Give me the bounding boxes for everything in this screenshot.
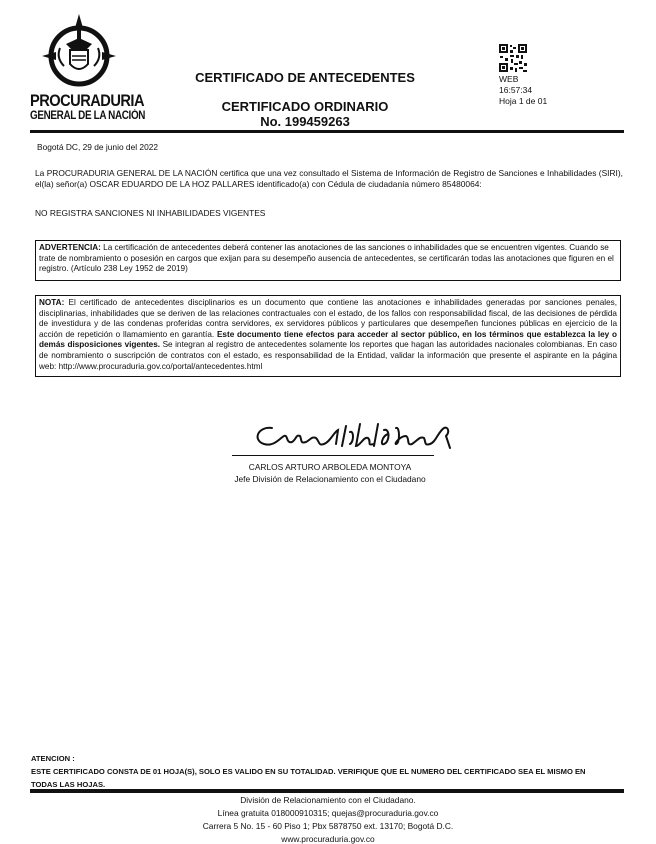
logo-subword: GENERAL DE LA NACIÓN [30,110,146,122]
certification-text: La PROCURADURIA GENERAL DE LA NACIÓN certifica que una vez consultado el Sistema de Información de Registro de Sanciones e Inhabilidades (SIRI), el(la) señor(a) OSCAR EDUARDO DE LA HOZ PALLARES identificado(a) con Cédula de ciudadanía número 85480064: [35,168,623,189]
note-label: NOTA: [39,298,65,307]
warning-box [35,240,621,281]
footer-address: Carrera 5 No. 15 - 60 Piso 1; Pbx 5878750 ext. 13170; Bogotá D.C. [202,821,454,831]
meta-channel: WEB [499,74,519,84]
meta-page: Hoja 1 de 01 [499,96,548,106]
certificate-number: No. 199459263 [260,114,350,129]
document-subtitle: CERTIFICADO ORDINARIO [221,99,389,114]
certificate-meta [499,74,547,107]
qr-code-icon [499,44,527,72]
logo-wordmark: PROCURADURIA [30,91,145,110]
footer-office: División de Relacionamiento con el Ciudadano. [240,795,416,805]
procuraduria-logo [30,10,146,128]
footer-contact: Línea gratuita 018000910315; quejas@procuraduria.gov.co [217,808,439,818]
signatory-name: CARLOS ARTURO ARBOLEDA MONTOYA [248,462,412,472]
note-bold-text: Este documento tiene efectos para acceder al sector público, en los términos que establezca la ley o demás disposiciones vigentes. [39,329,617,350]
footer-divider [30,789,624,793]
signatory-role: Jefe División de Relacionamiento con el Ciudadano [234,474,426,484]
coat-of-arms-icon [36,10,122,90]
meta-time: 16:57:34 [499,85,533,95]
footer-website: www.procuraduria.gov.co [281,834,375,844]
signature-line [232,455,434,456]
note-text-after: Se integran al registro de antecedentes solamente los reportes que hagan las autoridades nacionales colombianas. En caso de nombramiento o suscripción de contratos con el estado, es responsabilidad de la Entidad, validar la información que presente el aspirante en la página web: http://www.procuraduria.gov.co/portal/antecedentes.html [39,340,617,371]
warning-text: La certificación de antecedentes deberá contener las anotaciones de las sanciones o inhabilidades que se encuentren vigentes. Cuando se trate de nombramiento o posesión en cargos que exijan para su desempeño ausencia de antecedentes, se certificarán todas las anotaciones que figuren en el registro. (Artículo 238 Ley 1952 de 2019) [39,243,614,274]
note-text: El certificado de antecedentes disciplinarios es un documento que contiene las anotaciones e inhabilidades generadas por sanciones penales, disciplinarias, inhabilidades que se deriven de las relaciones contractuales con el estado, de los fallos con responsabilidad fiscal, de las decisiones de pérdida de investidura y de las condenas proferidas contra servidores, ex servidores públicos y particulares que desempeñen funciones públicas en ejercicio de la acción de repetición o llamamiento en garantía. [39,298,617,339]
date-line: Bogotá DC, 29 de junio del 2022 [37,142,159,152]
document-title: CERTIFICADO DE ANTECEDENTES [195,70,415,85]
header-divider [30,130,624,133]
result-text: NO REGISTRA SANCIONES NI INHABILIDADES VIGENTES [35,208,266,218]
attention-text: ESTE CERTIFICADO CONSTA DE 01 HOJA(S), SOLO ES VALIDO EN SU TOTALIDAD. VERIFIQUE QUE EL NUMERO DEL CERTIFICADO SEA EL MISMO EN TODAS LAS HOJAS. [31,767,586,789]
warning-label: ADVERTENCIA: [39,243,101,252]
attention-label: ATENCION : [31,754,75,763]
note-box [35,295,621,377]
handwritten-signature [250,418,470,456]
